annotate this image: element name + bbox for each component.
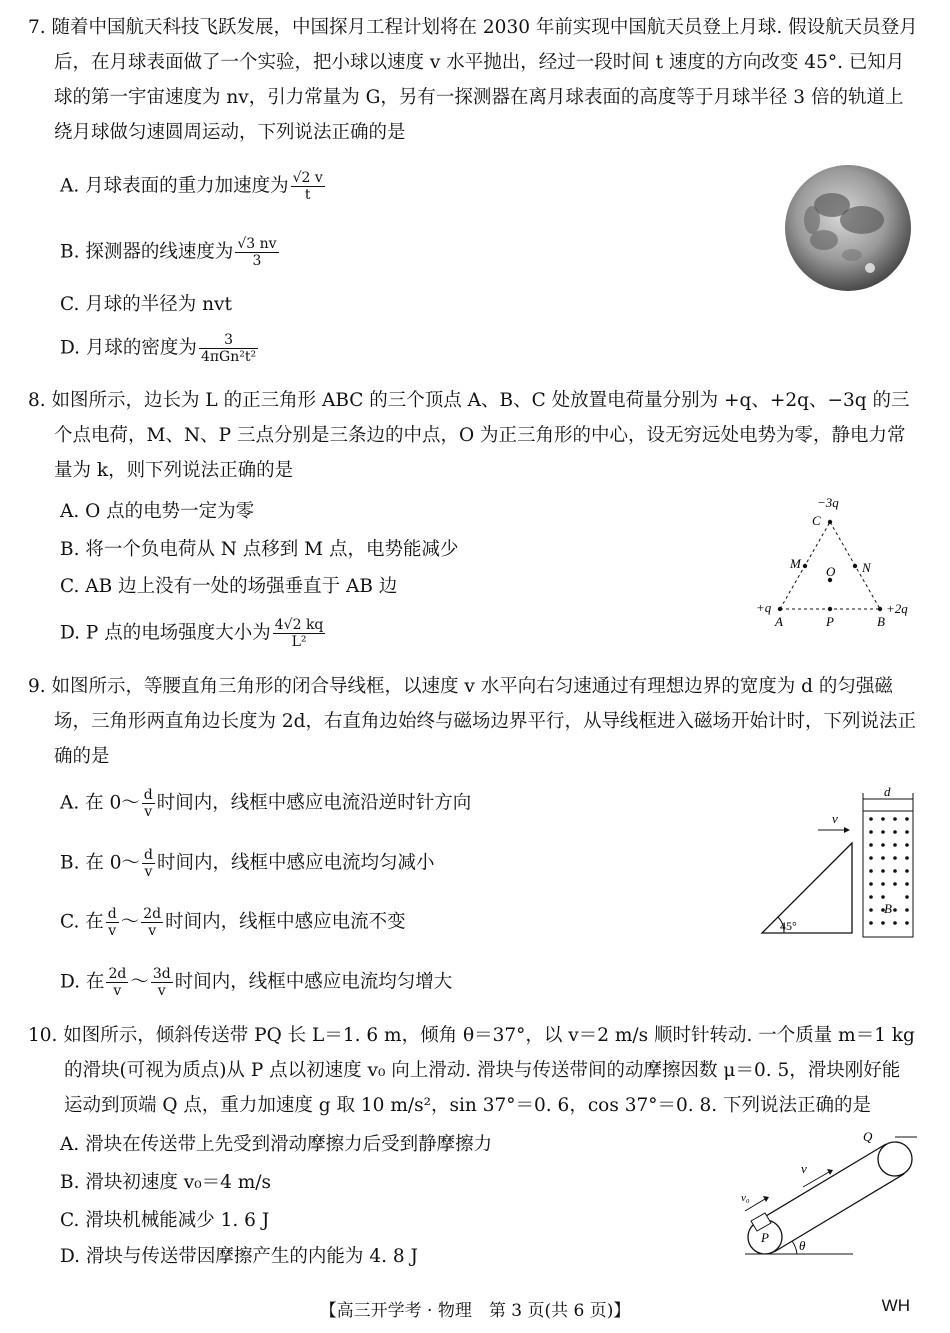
- question-9-option-a: A. 在 0～ $\frac{d}{v}$ 时间内，线框中感应电流沿逆时针方向: [60, 787, 472, 820]
- question-7-option-d: D. 月球的密度为 $\frac{3}{\text{4πGn²t²}}$: [60, 332, 257, 365]
- label-m: M: [790, 556, 801, 571]
- point-q-label: Q: [863, 1129, 873, 1144]
- v0-label: v₀: [741, 1192, 750, 1204]
- point-p: [828, 607, 832, 611]
- point-c: [828, 520, 832, 524]
- page-footer: 【高三开学考 · 物理 第 3 页(共 6 页)】: [319, 1301, 631, 1321]
- question-9-option-d: D. 在 $\frac{2d}{v}$ ～ $\frac{3d}{v}$ 时间内，线框中感应电流均匀增大: [60, 966, 453, 999]
- question-7-option-b: B. 探测器的线速度为 $\frac{√3 nv}{3}$: [60, 236, 277, 269]
- question-8: [28, 383, 918, 488]
- point-m: [803, 564, 807, 568]
- label-b: B: [877, 614, 885, 629]
- angle-theta-label: θ: [799, 1238, 806, 1253]
- velocity-arrowhead: [844, 827, 850, 833]
- question-10-option-c: C. 滑块机械能减少 1. 6 J: [60, 1210, 270, 1231]
- label-c-charge: −3q: [817, 495, 839, 510]
- label-c: C: [812, 513, 821, 528]
- conveyor-belt-diagram: [735, 1125, 920, 1260]
- field-region: [863, 811, 913, 937]
- belt-top-edge: [756, 1144, 886, 1222]
- question-7-option-a: A. 月球表面的重力加速度为 $\frac{√2 v}{t}$: [60, 170, 323, 203]
- question-9-option-c: C. 在 $\frac{d}{v}$ ～ $\frac{2d}{v}$ 时间内，线框中感应电流不变: [60, 906, 406, 939]
- point-p-label: P: [761, 1230, 769, 1245]
- point-a: [778, 607, 782, 611]
- v0-arrowhead: [763, 1196, 769, 1202]
- question-9-stem: 9. 如图所示，等腰直角三角形的闭合导线框，以速度 v 水平向右匀速通过有理想边界的宽度为 d 的匀强磁场，三角形两直角边长度为 2d，右直角边始终与磁场边界平行，从导线框进入磁场开始计时，下列说法正确的是: [28, 676, 916, 767]
- field-b-label: B: [884, 901, 892, 916]
- point-b: [878, 607, 882, 611]
- width-d-label: d: [884, 785, 891, 799]
- label-b-charge: +2q: [886, 601, 908, 616]
- question-7: [28, 10, 918, 150]
- velocity-label: v: [832, 811, 838, 826]
- question-8-option-c: C. AB 边上没有一处的场强垂直于 AB 边: [60, 576, 398, 597]
- question-8-stem: 8. 如图所示，边长为 L 的正三角形 ABC 的三个顶点 A、B、C 处放置电荷量分别为 +q、+2q、−3q 的三个点电荷，M、N、P 三点分别是三条边的中点，O 为正三角形的中心，设无穷远处电势为零，静电力常量为 k，则下列说法正确的是: [28, 390, 910, 481]
- label-n: N: [862, 560, 871, 575]
- footer-code: WH: [881, 1296, 910, 1315]
- slider-block: [751, 1213, 771, 1231]
- question-10-stem: 10. 如图所示，倾斜传送带 PQ 长 L＝1. 6 m，倾角 θ＝37°，以 v＝2 m/s 顺时针转动. 一个质量 m＝1 kg 的滑块(可视为质点)从 P 点以初速度 v₀ 向上滑动. 滑块与传送带间的动摩擦因数 μ＝0. 5，滑块刚好能运动到顶端 Q 点，重力加速度 g 取 10 m/s²，sin 37°＝0. 6，cos 37°＝0. 8. 下列说法正确的是: [28, 1025, 915, 1116]
- question-10-option-b: B. 滑块初速度 v₀＝4 m/s: [60, 1172, 272, 1193]
- belt-velocity-arrow: [803, 1172, 829, 1187]
- triangle-charge-diagram: [750, 492, 925, 632]
- top-roller: [878, 1142, 912, 1176]
- label-a-charge: +q: [756, 600, 772, 615]
- question-7-stem: 7. 随着中国航天科技飞跃发展，中国探月工程计划将在 2030 年前实现中国航天员登上月球. 假设航天员登月后，在月球表面做了一个实验，把小球以速度 v 水平抛出，经过一段时间 t 速度的方向改变 45°. 已知月球的第一宇宙速度为 nv，引力常量为 G，另有一探测器在离月球表面的高度等于月球半径 3 倍的轨道上绕月球做匀速圆周运动，下列说法正确的是: [28, 17, 918, 143]
- moon-image: [782, 160, 914, 296]
- belt-velocity-arrowhead: [827, 1169, 833, 1175]
- magnetic-field-diagram: [756, 785, 920, 945]
- question-10: [28, 1018, 918, 1123]
- question-7-option-c: C. 月球的半径为 nvt: [60, 294, 232, 315]
- belt-bottom-edge: [774, 1174, 904, 1252]
- question-9-option-b: B. 在 0～ $\frac{d}{v}$ 时间内，线框中感应电流均匀减小: [60, 847, 435, 880]
- angle-label: 45°: [780, 919, 797, 933]
- question-8-option-b: B. 将一个负电荷从 N 点移到 M 点，电势能减少: [60, 539, 459, 560]
- angle-arc: [792, 1241, 797, 1254]
- question-8-option-a: A. O 点的电势一定为零: [60, 501, 255, 522]
- question-9: [28, 669, 918, 774]
- point-n: [853, 564, 857, 568]
- triangle-wire-frame: [762, 843, 852, 933]
- label-a: A: [775, 614, 783, 629]
- label-o: O: [826, 564, 836, 579]
- question-10-option-d: D. 滑块与传送带因摩擦产生的内能为 4. 8 J: [60, 1246, 418, 1267]
- question-10-option-a: A. 滑块在传送带上先受到滑动摩擦力后受到静摩擦力: [60, 1134, 493, 1155]
- belt-velocity-label: v: [801, 1161, 807, 1176]
- label-p: P: [826, 614, 834, 629]
- question-8-option-d: D. P 点的电场强度大小为 $\frac{4√2 kq}{\text{L²}}$: [60, 617, 324, 650]
